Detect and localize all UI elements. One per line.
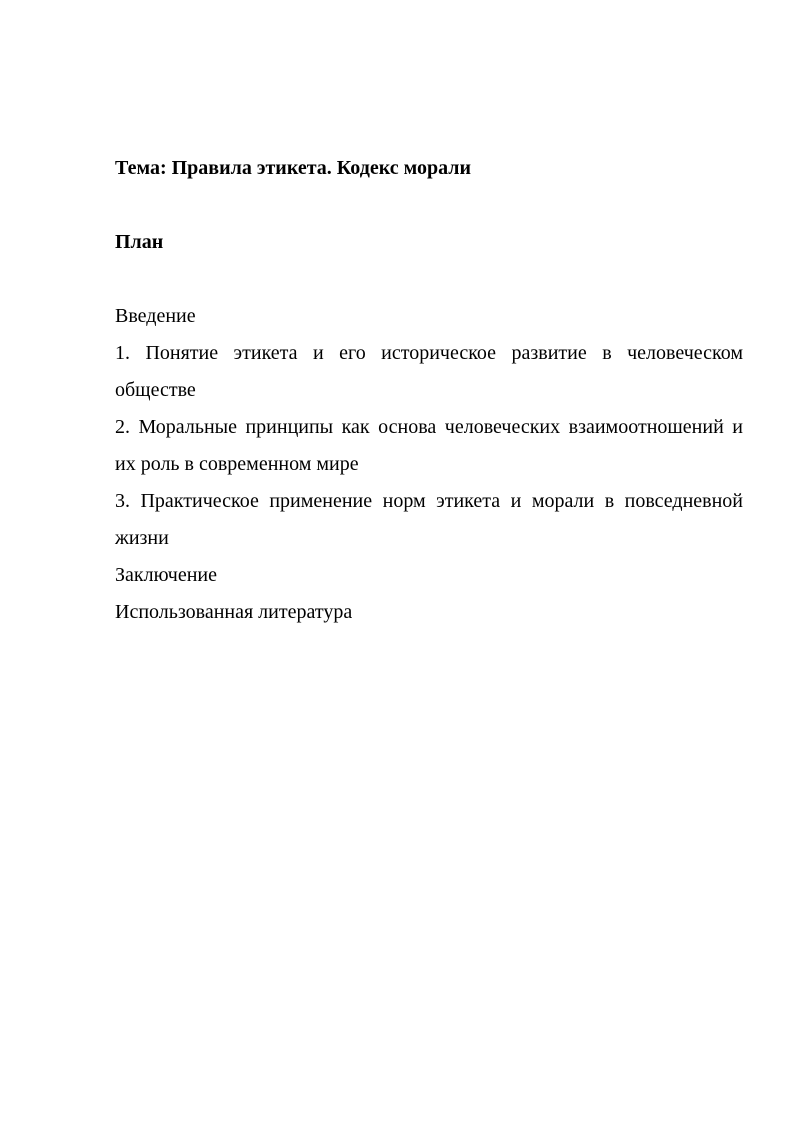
plan-item-3: 3. Практическое применение норм этикета и морали в повседневной жизни bbox=[115, 490, 743, 549]
plan-item-references: Использованная литература bbox=[115, 601, 353, 623]
plan-list bbox=[115, 298, 743, 631]
plan-item-2: 2. Моральные принципы как основа человеческих взаимоотношений и их роль в современном мире bbox=[115, 416, 743, 475]
plan-item-1: 1. Понятие этикета и его историческое развитие в человеческом обществе bbox=[115, 342, 743, 401]
plan-item-introduction: Введение bbox=[115, 305, 196, 327]
document-title: Тема: Правила этикета. Кодекс морали bbox=[115, 157, 472, 179]
plan-item-conclusion: Заключение bbox=[115, 564, 217, 586]
plan-heading: План bbox=[115, 231, 164, 253]
page-content bbox=[115, 150, 743, 631]
